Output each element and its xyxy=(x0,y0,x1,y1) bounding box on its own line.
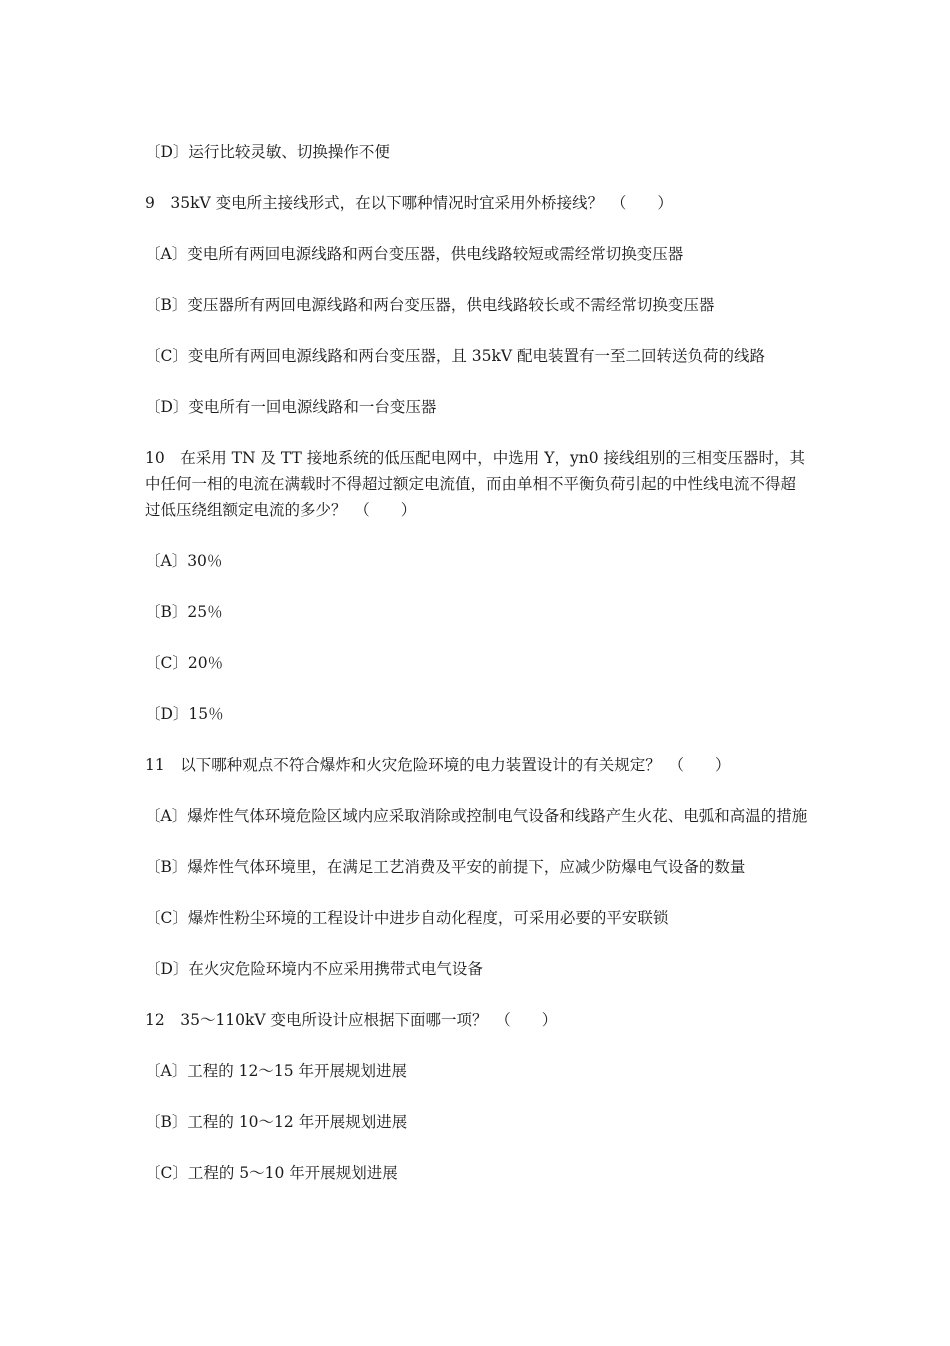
q11-option-b: 〔B〕爆炸性气体环境里，在满足工艺消费及平安的前提下，应减少防爆电气设备的数量 xyxy=(145,858,746,876)
q11-option-a: 〔A〕爆炸性气体环境危险区域内应采取消除或控制电气设备和线路产生火花、电弧和高温的措施 xyxy=(145,807,808,825)
question-10: 10 在采用 TN 及 TT 接地系统的低压配电网中，中选用 Y，yn0 接线组别的三相变压器时，其中任何一相的电流在满载时不得超过额定电流值，而由单相不平衡负荷引起的中性线电流不得超过低压绕组额定电流的多少？ （ ） xyxy=(145,449,805,519)
q12-option-c: 〔C〕工程的 5～10 年开展规划进展 xyxy=(145,1164,398,1182)
q9-option-a: 〔A〕变电所有两回电源线路和两台变压器，供电线路较短或需经常切换变压器 xyxy=(145,245,684,263)
q10-option-b: 〔B〕25％ xyxy=(145,603,223,621)
question-11: 11 以下哪种观点不符合爆炸和火灾危险环境的电力装置设计的有关规定？ （ ） xyxy=(145,756,731,774)
q11-option-d: 〔D〕在火灾危险环境内不应采用携带式电气设备 xyxy=(145,960,483,978)
q8-option-d: 〔D〕运行比较灵敏、切换操作不便 xyxy=(145,143,390,161)
q11-option-c: 〔C〕爆炸性粉尘环境的工程设计中进步自动化程度，可采用必要的平安联锁 xyxy=(145,909,669,927)
q10-option-d: 〔D〕15％ xyxy=(145,705,224,723)
document-page xyxy=(145,139,810,1186)
q10-option-c: 〔C〕20％ xyxy=(145,654,224,672)
question-9: 9 35kV 变电所主接线形式，在以下哪种情况时宜采用外桥接线？ （ ） xyxy=(145,194,673,212)
q12-option-b: 〔B〕工程的 10～12 年开展规划进展 xyxy=(145,1113,408,1131)
q9-option-b: 〔B〕变压器所有两回电源线路和两台变压器，供电线路较长或不需经常切换变压器 xyxy=(145,296,715,314)
question-12: 12 35～110kV 变电所设计应根据下面哪一项？ （ ） xyxy=(145,1011,558,1029)
q9-option-c: 〔C〕变电所有两回电源线路和两台变压器，且 35kV 配电装置有一至二回转送负荷的线路 xyxy=(145,347,766,365)
q10-option-a: 〔A〕30％ xyxy=(145,552,223,570)
q12-option-a: 〔A〕工程的 12～15 年开展规划进展 xyxy=(145,1062,407,1080)
q9-option-d: 〔D〕变电所有一回电源线路和一台变压器 xyxy=(145,398,437,416)
